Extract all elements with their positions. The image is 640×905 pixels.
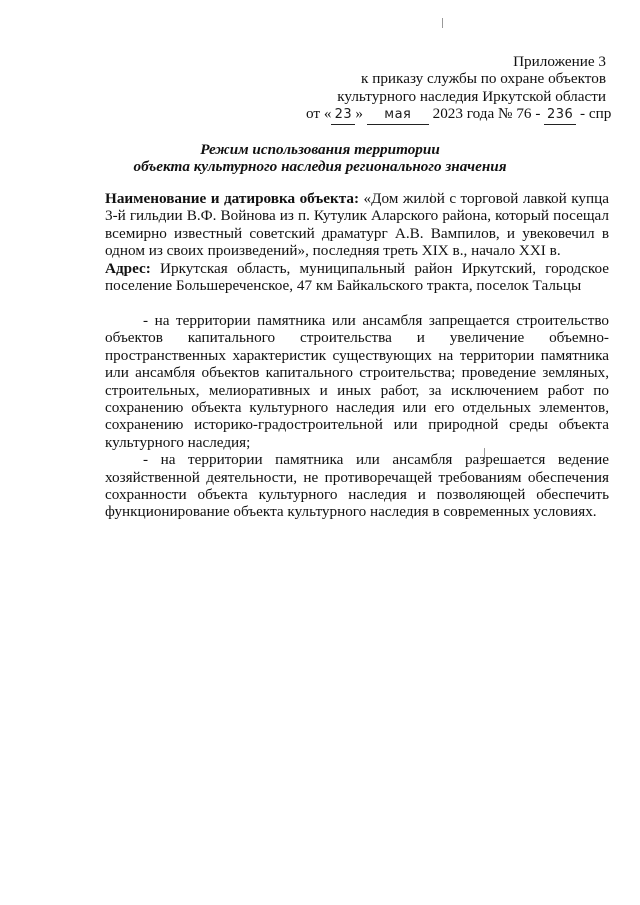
appendix-header	[306, 53, 612, 125]
title-line-1: Режим использования территории	[200, 141, 440, 158]
order-reference: к приказу службы по охране объектов	[361, 70, 606, 88]
rule-allowed: - на территории памятника или ансамбля разрешается ведение хозяйственной деятельности, не противоречащей требованиям обеспечения сохранности объекта культурного наследия и позволяющей обеспечить функционирование объекта культурного наследия в современных условиях.	[105, 451, 609, 521]
order-date-number: от « 23 » мая 2023 года № 76 - 236 - спр	[306, 105, 606, 124]
usage-rules	[105, 312, 609, 521]
object-name-label: Наименование и датировка объекта:	[105, 190, 360, 207]
document-title	[0, 141, 640, 176]
handwritten-order-number: 236	[544, 106, 576, 124]
address-text: Иркутская область, муниципальный район Иркутский, городское поселение Большереченское, 47 км Байкальского тракта, поселок Тальцы	[105, 259, 610, 295]
object-name-text: «Дом жилой с торговой лавкой купца 3-й гильдии В.Ф. Войнова из п. Кутулик Аларского района, который посещал всемирно известный советский драматург А.В. Вампилов, и увековечил в одном из своих произведений», последняя треть XIX в., начало XXI в.	[105, 190, 609, 260]
handwritten-month: мая	[367, 106, 429, 124]
handwritten-day: 23	[331, 106, 355, 124]
rule-prohibited: - на территории памятника или ансамбля запрещается строительство объектов капитального строительства и увеличение объемно-пространственных характеристик существующих на территории памятника или ансамбля объектов капитального строительства; проведение земляных, строительных, мелиоративных и иных работ, за исключением работ по сохранению объекта культурного наследия или его отдельных элементов, сохранению историко-градостроительной или природной среды объекта культурного наследия;	[105, 312, 609, 451]
issuing-authority: культурного наследия Иркутской области	[337, 87, 606, 105]
appendix-number: Приложение 3	[513, 53, 606, 70]
object-description	[105, 190, 609, 294]
address-label: Адрес:	[105, 259, 151, 277]
title-line-2: объекта культурного наследия регионального значения	[133, 158, 507, 176]
scan-artifact	[442, 18, 443, 28]
